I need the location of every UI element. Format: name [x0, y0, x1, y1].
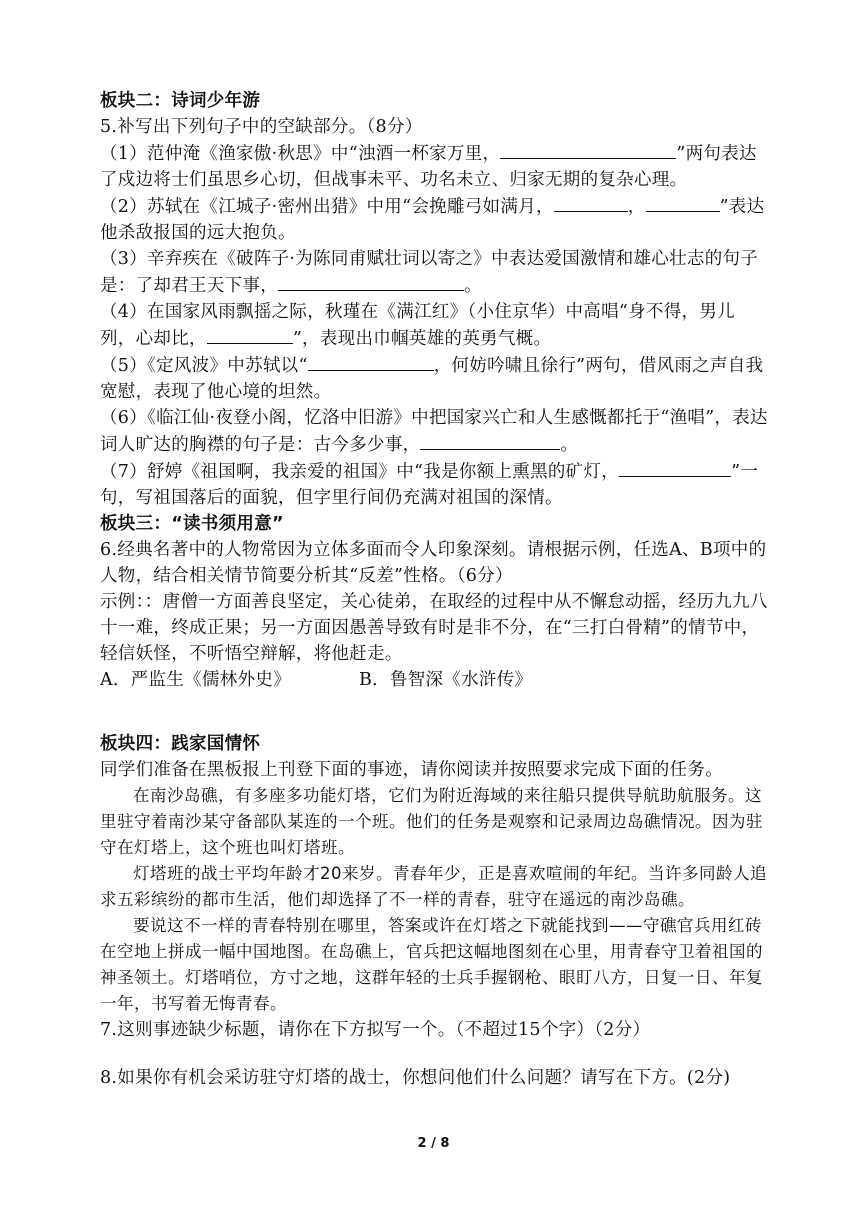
q5-item-3-text-b: 。 [464, 276, 482, 296]
q5-item-6-text-a: （6）《临江仙·夜登小阁，忆洛中旧游》中把国家兴亡和人生感慨都托于“渔唱”，表达词人旷达的胸襟的句子是：古今多少事， [100, 408, 768, 455]
q5-item-6-text-b: 。 [560, 435, 579, 455]
q5-item-4-text-b: ”，表现出巾帼英雄的英勇气概。 [292, 329, 552, 349]
option-b: B．鲁智深《水浒传》 [358, 670, 533, 690]
q7-prompt: 7.这则事迹缺少标题，请你在下方拟写一个。（不超过15个字）（2分） [100, 1020, 651, 1040]
answer-blank[interactable] [207, 325, 293, 344]
q5-item-7 [100, 458, 770, 511]
answer-blank[interactable] [500, 140, 676, 159]
q5-item-5 [100, 352, 770, 405]
section4-heading: 板块四：践家国情怀 [100, 734, 261, 754]
q5-item-2-text-b: ”表达他杀敌报国的远大抱负。 [100, 197, 765, 243]
q5-item-1 [100, 140, 770, 193]
q5-item-5-text-b: ，何妨吟啸且徐行”两句，借风雨之声自我宽慰，表现了他心境的坦然。 [100, 356, 764, 402]
q5-item-5-text-a: （5）《定风波》中苏轼以“ [100, 356, 308, 376]
q5-item-7-text-b: ”一句，写祖国落后的面貌，但字里行间仍充满对祖国的深情。 [100, 462, 759, 508]
page-content [100, 88, 770, 1091]
answer-blank[interactable] [619, 458, 731, 477]
q8-prompt: 8.如果你有机会采访驻守灯塔的战士，你想问他们什么问题？请写在下方。(2分) [100, 1068, 731, 1088]
answer-blank[interactable] [554, 193, 628, 212]
section4-intro: 同学们准备在黑板报上刊登下面的事迹，请你阅读并按照要求完成下面的任务。 [100, 760, 723, 780]
answer-blank[interactable] [646, 193, 720, 212]
passage-paragraph-1: 在南沙岛礁，有多座多功能灯塔，它们为附近海域的来往船只提供导航助航服务。这里驻守着南沙某守备部队某连的一个班。他们的任务是观察和记录周边岛礁情况。因为驻守在灯塔上，这个班也叫灯塔班。 [100, 786, 763, 857]
section3-heading: 板块三：“读书须用意” [100, 514, 284, 534]
spacer [100, 693, 770, 731]
page-number: 2 / 8 [417, 1136, 450, 1151]
q5-item-1-text-a: （1）范仲淹《渔家傲·秋思》中“浊酒一杯家万里， [100, 144, 501, 164]
q6-prompt: 6.经典名著中的人物常因为立体多面而令人印象深刻。请根据示例，任选A、B项中的人物，结合相关情节简要分析其“反差”性格。（6分） [100, 540, 767, 586]
answer-blank[interactable] [420, 431, 560, 450]
q5-item-4 [100, 299, 770, 352]
q5-item-7-text-a: （7）舒婷《祖国啊，我亲爱的祖国》中“我是你额上熏黑的矿灯， [100, 462, 620, 482]
passage-paragraph-3: 要说这不一样的青春特别在哪里，答案或许在灯塔之下就能找到——守礁官兵用红砖在空地上拼成一幅中国地图。在岛礁上，官兵把这幅地图刻在心里，用青春守卫着祖国的神圣领土。灯塔哨位，方寸之地，这群年轻的士兵手握钢枪、眼盯八方，日复一日、年复一年，书写着无悔青春。 [100, 916, 763, 1013]
passage-paragraph-2: 灯塔班的战士平均年龄才20来岁。青春年少，正是喜欢喧闹的年纪。当许多同龄人追求五彩缤纷的都市生活，他们却选择了不一样的青春，驻守在遥远的南沙岛礁。 [100, 864, 767, 909]
q5-item-1-text-b: ”两句表达了戍边将士们虽思乡心切，但战事未平、功名未立、归家无期的复杂心理。 [100, 144, 757, 190]
q5-item-4-text-a: （4）在国家风雨飘摇之际，秋瑾在《满江红》（小住京华）中高唱“身不得，男儿列，心却比， [100, 302, 735, 349]
q6-options [100, 667, 770, 693]
q5-item-3-text-a: （3）辛弃疾在《破阵子·为陈同甫赋壮词以寄之》中表达爱国激情和雄心壮志的句子是：了却君王天下事， [100, 249, 759, 296]
option-a: A．严监生《儒林外史》 [100, 670, 291, 690]
q5-prompt: 5.补写出下列句子中的空缺部分。（8分） [100, 117, 423, 137]
section2-heading: 板块二：诗词少年游 [100, 91, 261, 111]
q5-item-3 [100, 246, 770, 299]
q5-item-2 [100, 193, 770, 246]
q6-example: 示例：：唐僧一方面善良坚定，关心徒弟，在取经的过程中从不懈怠动摇，经历九九八十一难，终成正果；另一方面因愚善导致有时是非不分，在“三打白骨精”的情节中，轻信妖怪，不听悟空辩解，将他赶走。 [100, 592, 768, 664]
q5-item-2-text-a: （2）苏轼在《江城子·密州出猎》中用“会挽雕弓如满月， [100, 197, 554, 217]
q5-item-6 [100, 405, 770, 458]
answer-space-q7[interactable] [100, 1043, 770, 1065]
answer-blank[interactable] [278, 272, 464, 291]
answer-blank[interactable] [308, 352, 434, 371]
q5-item-2-text-mid: ， [627, 197, 646, 217]
